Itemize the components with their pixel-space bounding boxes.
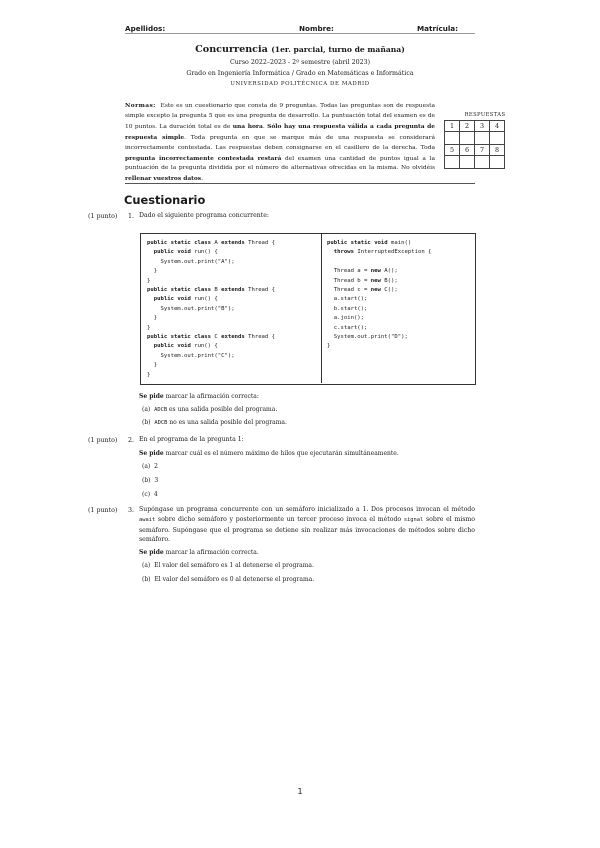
rules-bold-3: pregunta incorrectamente contestada restará	[125, 154, 282, 162]
option-text: es una salida posible del programa.	[167, 406, 278, 413]
code-divider	[321, 233, 322, 383]
student-id-label: Matrícula:	[417, 24, 459, 33]
answer-grid	[444, 120, 505, 169]
q2-instruction	[139, 449, 399, 459]
option-code: ADCB	[154, 420, 168, 426]
code-right-line: Thread a = new A();	[327, 268, 398, 275]
q1-option-b[interactable]	[142, 418, 287, 429]
exam-rules	[125, 101, 435, 185]
header-rule	[125, 33, 475, 34]
option-text: no es una salida posible del programa.	[167, 419, 287, 426]
code-left-line: }	[147, 362, 158, 369]
code-right-line: c.start();	[327, 324, 368, 331]
q1-option-a[interactable]	[142, 405, 277, 416]
q3-ask-bold: Se pide	[139, 549, 164, 556]
q3-points: (1 punto)	[88, 507, 118, 514]
q2-ask-bold: Se pide	[139, 450, 164, 457]
rules-text-4: del examen una cantidad de puntos igual a la puntuación de la pregunta dividida por el número de alternativas ofrecidas en la misma. No olvidéis	[125, 155, 435, 172]
q3-option-b[interactable]	[142, 575, 314, 585]
q3-instruction	[139, 548, 259, 558]
degree-line: Grado en Ingeniería Informática / Grado en Matemáticas e Informática	[186, 70, 414, 77]
code-left-line: }	[147, 277, 151, 284]
q1-points: (1 punto)	[88, 213, 118, 220]
course-line: Curso 2022–2023 - 2º semestre (abril 2023)	[229, 59, 371, 66]
q3-text-3: sobre el mismo semáforo. Supóngase que el programa se detiene sin realizar más invocaciones de métodos sobre dicho semáforo.	[139, 515, 475, 544]
code-left-line: }	[147, 371, 151, 378]
option-label: (b)	[142, 419, 151, 426]
rules-text-5: .	[201, 176, 203, 183]
answer-cell-number: 1	[445, 121, 460, 132]
exam-title-main: Concurrencia	[195, 44, 268, 55]
code-left	[147, 239, 275, 380]
code-left-line: }	[147, 324, 151, 331]
code-left-line: System.out.print("B");	[147, 305, 235, 312]
rules-text-1: Este es un cuestionario que consta de 9 preguntas. Todas las preguntas son de respuesta simple excepto la pregunta 5 que es una pregunta de desarrollo. La puntuación total del examen es de 10 puntos. La duración total es de	[125, 103, 435, 130]
rules-bold-2: Sólo hay una respuesta válida a cada pregunta de respuesta simple	[125, 122, 435, 141]
answer-box-4[interactable]	[490, 132, 505, 145]
option-label: (c)	[142, 491, 151, 498]
section-rule	[125, 183, 475, 184]
q1-text: Dado el siguiente programa concurrente:	[139, 212, 269, 219]
rules-text-2: .	[262, 123, 268, 130]
q1-instruction	[139, 392, 259, 402]
answer-cell-number: 4	[490, 121, 505, 132]
exam-title-sub: (1er. parcial, turno de mañana)	[271, 45, 405, 54]
q1-ask: marcar la afirmación correcta:	[163, 393, 259, 400]
q3-number: 3.	[128, 507, 135, 514]
code-left-line: }	[147, 315, 158, 322]
q2-ask: marcar cuál es el número máximo de hilos que ejecutarán simultáneamente.	[163, 450, 399, 457]
answer-box-1[interactable]	[445, 132, 460, 145]
code-left-line: public void run() {	[153, 296, 218, 303]
section-title: Cuestionario	[124, 193, 206, 207]
rules-bold-4: rellenar vuestros datos	[125, 175, 202, 183]
answer-box-6[interactable]	[460, 156, 475, 169]
name-label: Nombre:	[299, 24, 334, 33]
option-label: (a)	[142, 406, 151, 413]
answer-box-5[interactable]	[445, 156, 460, 169]
code-left-line: }	[147, 268, 158, 275]
code-left-line: System.out.print("C");	[147, 352, 235, 359]
code-right-line	[327, 258, 431, 267]
code-left-line: public static class B extends Thread {	[147, 287, 276, 294]
q2-text: En el programa de la pregunta 1:	[139, 436, 244, 443]
code-right-line: a.start();	[327, 296, 368, 303]
code-left-line: public static class A extends Thread {	[147, 240, 276, 246]
answer-cell-number: 3	[475, 121, 490, 132]
answer-box-7[interactable]	[475, 156, 490, 169]
code-right-line: System.out.print("D");	[327, 334, 408, 341]
q3-text-2: sobre dicho semáforo y posteriormente un tercer proceso invoca el método	[155, 515, 404, 523]
option-label: (a)	[142, 463, 151, 470]
option-label: (b)	[142, 477, 151, 484]
answers-label: RESPUESTAS	[464, 112, 506, 118]
code-left-line: public void run() {	[153, 343, 218, 350]
option-label: (a)	[142, 562, 151, 569]
answer-cell-number: 2	[460, 121, 475, 132]
answer-box-3[interactable]	[475, 132, 490, 145]
q3-text-1: Supóngase un programa concurrente con un semáforo inicializado a 1. Dos procesos invocan el método	[139, 506, 475, 513]
code-left-line: System.out.print("A");	[147, 258, 235, 265]
q2-points: (1 punto)	[88, 437, 118, 444]
q2-option-a[interactable]	[142, 462, 158, 472]
option-text: El valor del semáforo es 0 al detenerse el programa.	[154, 576, 315, 583]
answer-box-2[interactable]	[460, 132, 475, 145]
q1-number: 1.	[128, 213, 135, 220]
option-label: (b)	[142, 576, 151, 583]
q3-text	[139, 505, 475, 545]
exam-title	[0, 44, 600, 55]
option-text: 4	[153, 491, 158, 498]
option-code: ADCB	[154, 407, 168, 413]
q3-code-await: await	[139, 516, 156, 523]
answer-cell-number: 5	[445, 145, 460, 156]
q2-number: 2.	[128, 437, 135, 444]
q3-option-a[interactable]	[142, 561, 314, 571]
q3-ask: marcar la afirmación correcta.	[163, 549, 259, 556]
answer-cell-number: 8	[490, 145, 505, 156]
q2-option-c[interactable]	[142, 490, 158, 500]
code-right-line: Thread b = new B();	[327, 277, 398, 284]
rules-label: Normas:	[125, 102, 156, 109]
option-text: El valor del semáforo es 1 al detenerse el programa.	[154, 562, 314, 569]
code-left-line: public static class C extends Thread {	[147, 334, 276, 341]
surname-label: Apellidos:	[125, 24, 166, 33]
q3-code-signal: signal	[403, 516, 424, 523]
code-right-line: }	[327, 343, 331, 350]
rules-text-3: . Toda pregunta en que se marque más de una respuesta se considerará incorrectamente contestada. Las respuestas deben consignarse en el casillero de la derecha. Toda	[125, 134, 435, 151]
page-number: 1	[297, 787, 303, 796]
code-right-line: public static void main()	[327, 240, 412, 246]
option-text: 2	[154, 463, 158, 470]
code-right-line: a.join();	[327, 315, 365, 322]
q1-ask-bold: Se pide	[139, 393, 164, 400]
answer-box-8[interactable]	[490, 156, 505, 169]
code-right-line: b.start();	[327, 305, 368, 312]
q2-option-b[interactable]	[142, 476, 158, 486]
rules-bold-1: una hora	[232, 122, 263, 130]
answer-cell-number: 7	[475, 145, 490, 156]
answer-cell-number: 6	[460, 145, 475, 156]
code-left-line: public void run() {	[153, 249, 218, 256]
code-right	[327, 239, 431, 352]
university-line: UNIVERSIDAD POLITÉCNICA DE MADRID	[230, 81, 370, 87]
code-right-line: throws InterruptedException {	[333, 249, 432, 256]
code-right-line: Thread c = new C();	[327, 287, 398, 294]
option-text: 3	[154, 477, 159, 484]
